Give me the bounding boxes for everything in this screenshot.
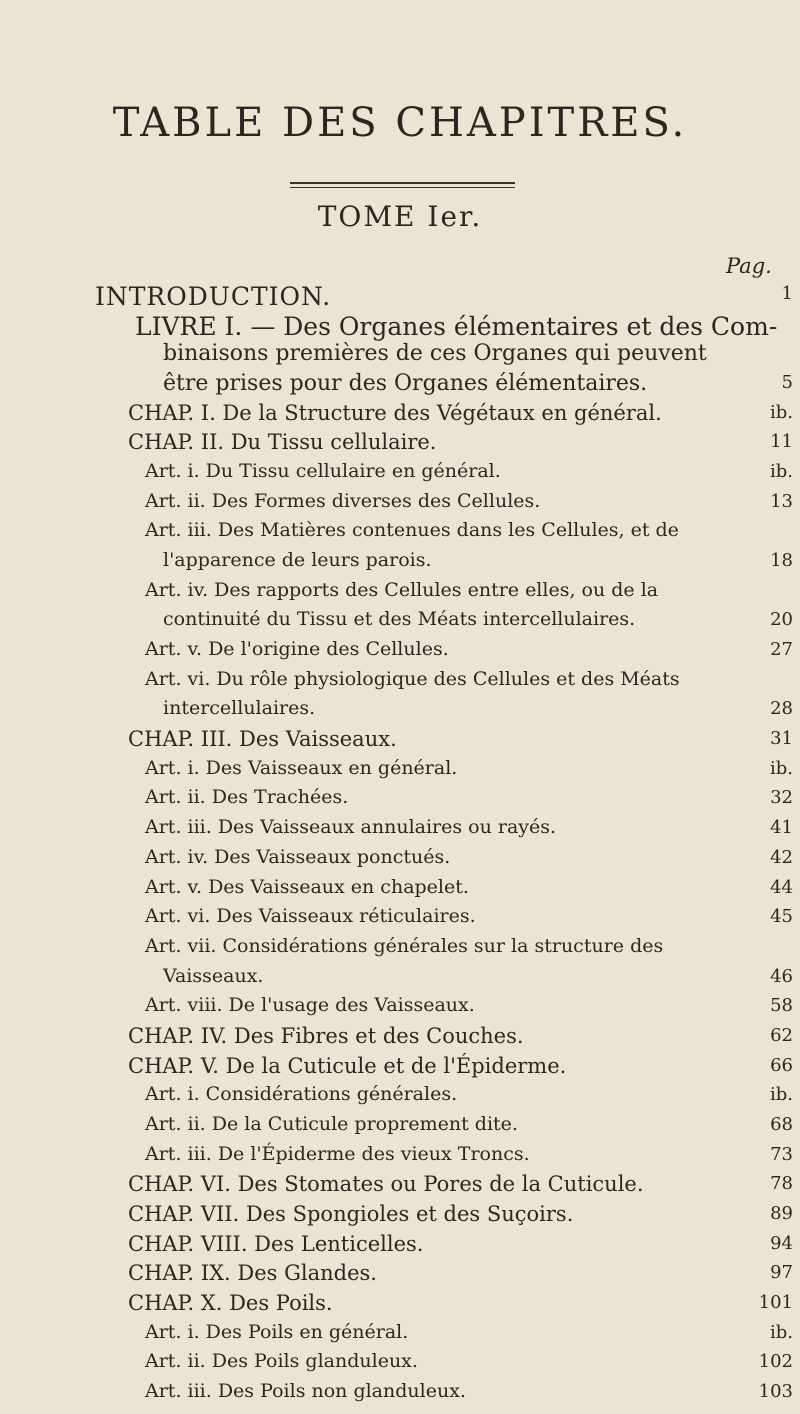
toc-line: CHAP. VIII. Des Lenticelles. [128,1232,424,1256]
toc-line: Art. ii. Des Trachées. [145,786,349,808]
toc-line: Art. iii. De l'Épiderme des vieux Troncs. [145,1143,530,1165]
toc-page-number: 68 [770,1114,793,1135]
toc-line: Art. vii. Considérations générales sur la structure des [145,935,664,957]
toc-page-number: 101 [758,1292,793,1313]
toc-page-number: 89 [770,1203,793,1224]
toc-page-number: 78 [770,1173,793,1194]
toc-line: Art. ii. De la Cuticule proprement dite. [145,1113,518,1135]
toc-line: Art. iii. Des Matières contenues dans les Cellules, et de [145,519,679,541]
toc-line: Vaisseaux. [163,965,264,987]
toc-page-number: 46 [770,966,793,987]
toc-line: LIVRE I. — Des Organes élémentaires et des Com- [135,312,778,341]
toc-line: Art. viii. De l'usage des Vaisseaux. [145,994,475,1016]
toc-line: CHAP. IX. Des Glandes. [128,1261,377,1285]
toc-page-number: ib. [769,1084,793,1105]
toc-line: Art. i. Des Vaisseaux en général. [145,757,458,779]
toc-line: Art. iii. Des Vaisseaux annulaires ou rayés. [145,816,557,838]
toc-line: intercellulaires. [163,697,316,719]
title-rule [290,182,515,184]
toc-page-number: 44 [770,877,793,898]
toc-page-number: 45 [770,906,793,927]
toc-line: Art. iv. Des Vaisseaux ponctués. [145,846,451,868]
toc-page-number: ib. [769,1322,793,1343]
page-column-header: Pag. [726,254,772,278]
toc-line: Art. iv. Des rapports des Cellules entre elles, ou de la [145,579,659,601]
toc-page-number: 97 [770,1262,793,1283]
toc-page-number: ib. [769,402,793,423]
toc-page-number: 42 [770,847,793,868]
toc-page-number: 102 [758,1351,793,1372]
toc-line: Art. v. Des Vaisseaux en chapelet. [145,876,469,898]
toc-page-number: 31 [770,728,793,749]
toc-page-number: 13 [770,491,793,512]
toc-line: CHAP. I. De la Structure des Végétaux en général. [128,401,662,425]
toc-page-number: 73 [770,1144,793,1165]
toc-page-number: 58 [770,995,793,1016]
toc-page-number: 103 [758,1381,793,1402]
title-rule-thin [290,187,515,188]
toc-page-number: 18 [770,550,793,571]
toc-line: Art. iii. Des Poils non glanduleux. [145,1380,466,1402]
toc-line: CHAP. V. De la Cuticule et de l'Épiderme. [128,1054,567,1078]
toc-page-number: 5 [781,372,793,393]
tome-heading: TOME Ier. [317,200,483,233]
toc-page-number: 62 [770,1025,793,1046]
toc-line: CHAP. X. Des Poils. [128,1291,333,1315]
toc-page-number: 94 [770,1233,793,1254]
toc-line: Art. vi. Du rôle physiologique des Cellules et des Méats [145,668,680,690]
toc-page-number: 11 [770,431,793,452]
toc-page-number: ib. [769,461,793,482]
page-title: TABLE DES CHAPITRES. [112,100,688,146]
toc-page-number: 28 [770,698,793,719]
toc-page-number: 41 [770,817,793,838]
toc-line: Art. ii. Des Formes diverses des Cellules. [145,490,541,512]
toc-line: Art. vi. Des Vaisseaux réticulaires. [145,905,476,927]
toc-page-number: ib. [769,758,793,779]
toc-line: Art. i. Du Tissu cellulaire en général. [145,460,501,482]
toc-line: continuité du Tissu et des Méats intercellulaires. [163,608,636,630]
toc-line: CHAP. II. Du Tissu cellulaire. [128,430,437,454]
toc-line: CHAP. III. Des Vaisseaux. [128,727,397,751]
toc-page-number: 32 [770,787,793,808]
toc-line: être prises pour des Organes élémentaires. [163,371,648,396]
toc-line: Art. i. Considérations générales. [145,1083,458,1105]
toc-page-number: 20 [770,609,793,630]
toc-line: Art. ii. Des Poils glanduleux. [145,1350,418,1372]
toc-line: Art. i. Des Poils en général. [145,1321,409,1343]
toc-line: CHAP. VI. Des Stomates ou Pores de la Cuticule. [128,1172,644,1196]
toc-line: CHAP. IV. Des Fibres et des Couches. [128,1024,524,1048]
toc-line: INTRODUCTION. [95,282,332,311]
toc-line: binaisons premières de ces Organes qui peuvent [163,341,707,366]
toc-page-number: 1 [781,283,793,304]
toc-line: CHAP. VII. Des Spongioles et des Suçoirs. [128,1202,574,1226]
toc-line: Art. v. De l'origine des Cellules. [145,638,449,660]
toc-page-number: 66 [770,1055,793,1076]
toc-page-number: 27 [770,639,793,660]
toc-line: l'apparence de leurs parois. [163,549,432,571]
